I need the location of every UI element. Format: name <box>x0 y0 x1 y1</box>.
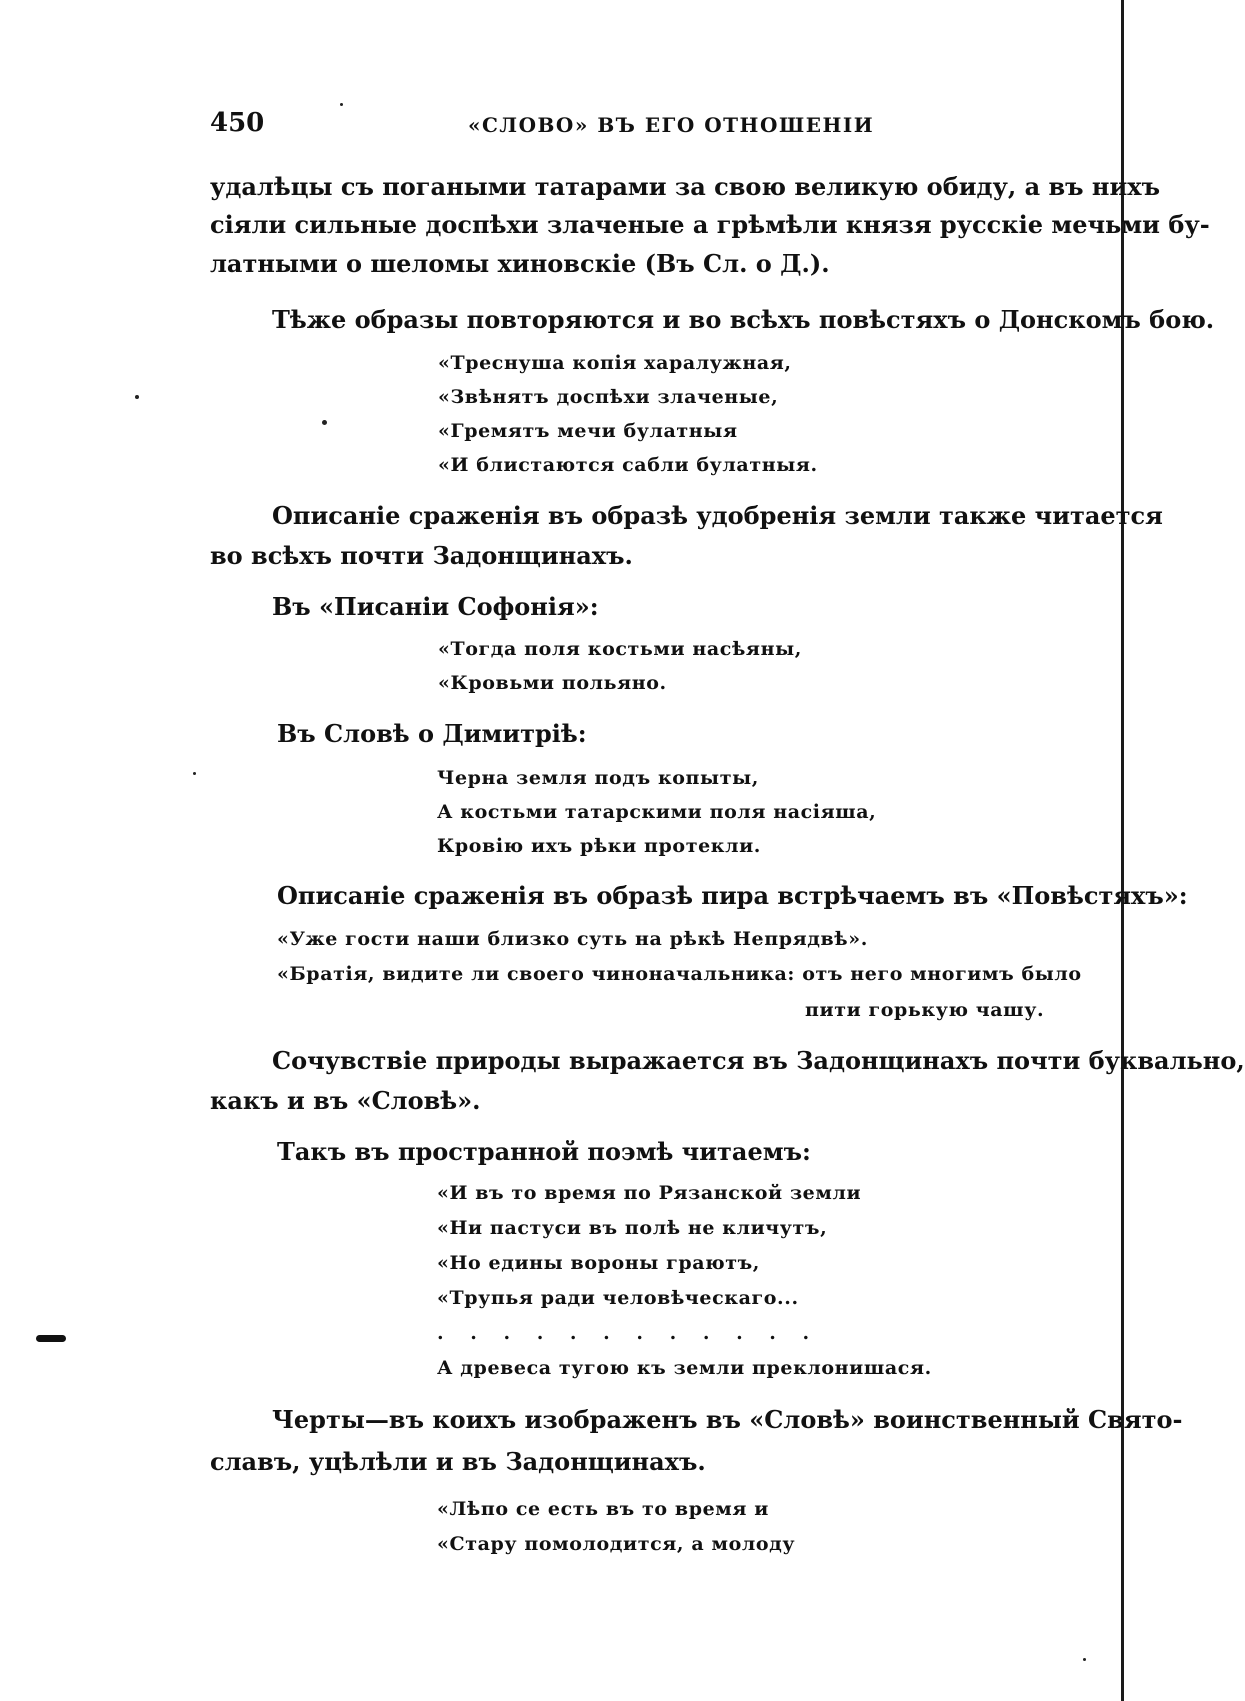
body-line: какъ и въ «Словѣ». <box>210 1086 481 1115</box>
quote-line: «Трупья ради человѣческаго... <box>437 1287 799 1309</box>
quote-line: пити горькую чашу. <box>805 999 1045 1021</box>
page-edge-line <box>1121 0 1124 1701</box>
quote-line: Черна земля подъ копыты, <box>437 767 759 789</box>
quote-line: «Стару помолодится, а молоду <box>437 1533 796 1555</box>
quote-line: Кровію ихъ рѣки протекли. <box>437 835 761 857</box>
quote-line: А костьми татарскими поля насіяша, <box>437 801 877 823</box>
scan-speck <box>135 395 139 399</box>
quote-line: «Ни пастуси въ полѣ не кличутъ, <box>437 1217 828 1239</box>
body-line: Такъ въ пространной поэмѣ читаемъ: <box>277 1137 811 1166</box>
page-number: 450 <box>210 108 265 138</box>
body-line: Въ Словѣ о Димитріѣ: <box>277 719 587 748</box>
running-title: «СЛОВО» ВЪ ЕГО ОТНОШЕНІИ <box>468 113 875 137</box>
quote-line: «Но едины вороны граютъ, <box>437 1252 761 1274</box>
quote-line: «И блистаются сабли булатныя. <box>438 454 818 476</box>
body-line: Описаніе сраженія въ образѣ пира встрѣчаемъ въ «Повѣстяхъ»: <box>277 881 1188 910</box>
body-line: удалѣцы съ погаными татарами за свою великую обиду, а въ нихъ <box>210 172 1161 201</box>
scan-speck <box>193 772 196 775</box>
body-line: Въ «Писаніи Софонія»: <box>272 592 599 621</box>
body-line: сіяли сильные доспѣхи злаченые а грѣмѣли князя русскіе мечьми бу- <box>210 210 1210 239</box>
quote-line: «Гремятъ мечи булатныя <box>438 420 738 442</box>
quote-line: «И въ то время по Рязанской земли <box>437 1182 862 1204</box>
quote-line: «Тогда поля костьми насѣяны, <box>438 638 802 660</box>
quote-line: «Лѣпо се есть въ то время и <box>437 1498 769 1520</box>
body-line: Описаніе сраженія въ образѣ удобренія земли также читается <box>272 501 1163 530</box>
ink-smear <box>36 1335 66 1342</box>
scan-speck <box>1083 1658 1086 1661</box>
scan-speck <box>340 103 343 106</box>
body-line: во всѣхъ почти Задонщинахъ. <box>210 541 633 570</box>
quote-line: «Звѣнятъ доспѣхи злаченые, <box>438 386 779 408</box>
ellipsis-line: . . . . . . . . . . . . <box>437 1322 820 1344</box>
body-line: Сочувствіе природы выражается въ Задонщинахъ почти буквально, <box>272 1046 1245 1075</box>
body-line: латными о шеломы хиновскіе (Въ Сл. о Д.). <box>210 249 830 278</box>
quote-line: «Кровьми польяно. <box>438 672 667 694</box>
scan-speck <box>322 420 327 425</box>
body-line: Черты—въ коихъ изображенъ въ «Словѣ» воинственный Свято- <box>272 1405 1183 1434</box>
quote-line: А древеса тугою къ земли преклонишася. <box>437 1357 932 1379</box>
body-line: Тѣже образы повторяются и во всѣхъ повѣстяхъ о Донскомъ бою. <box>272 305 1215 334</box>
quote-line: «Уже гости наши близко суть на рѣкѣ Непрядвѣ». <box>277 928 868 950</box>
quote-line: «Братія, видите ли своего чиноначальника: отъ него многимъ было <box>277 963 1082 985</box>
body-line: славъ, уцѣлѣли и въ Задонщинахъ. <box>210 1447 706 1476</box>
quote-line: «Треснуша копія харалужная, <box>438 352 792 374</box>
